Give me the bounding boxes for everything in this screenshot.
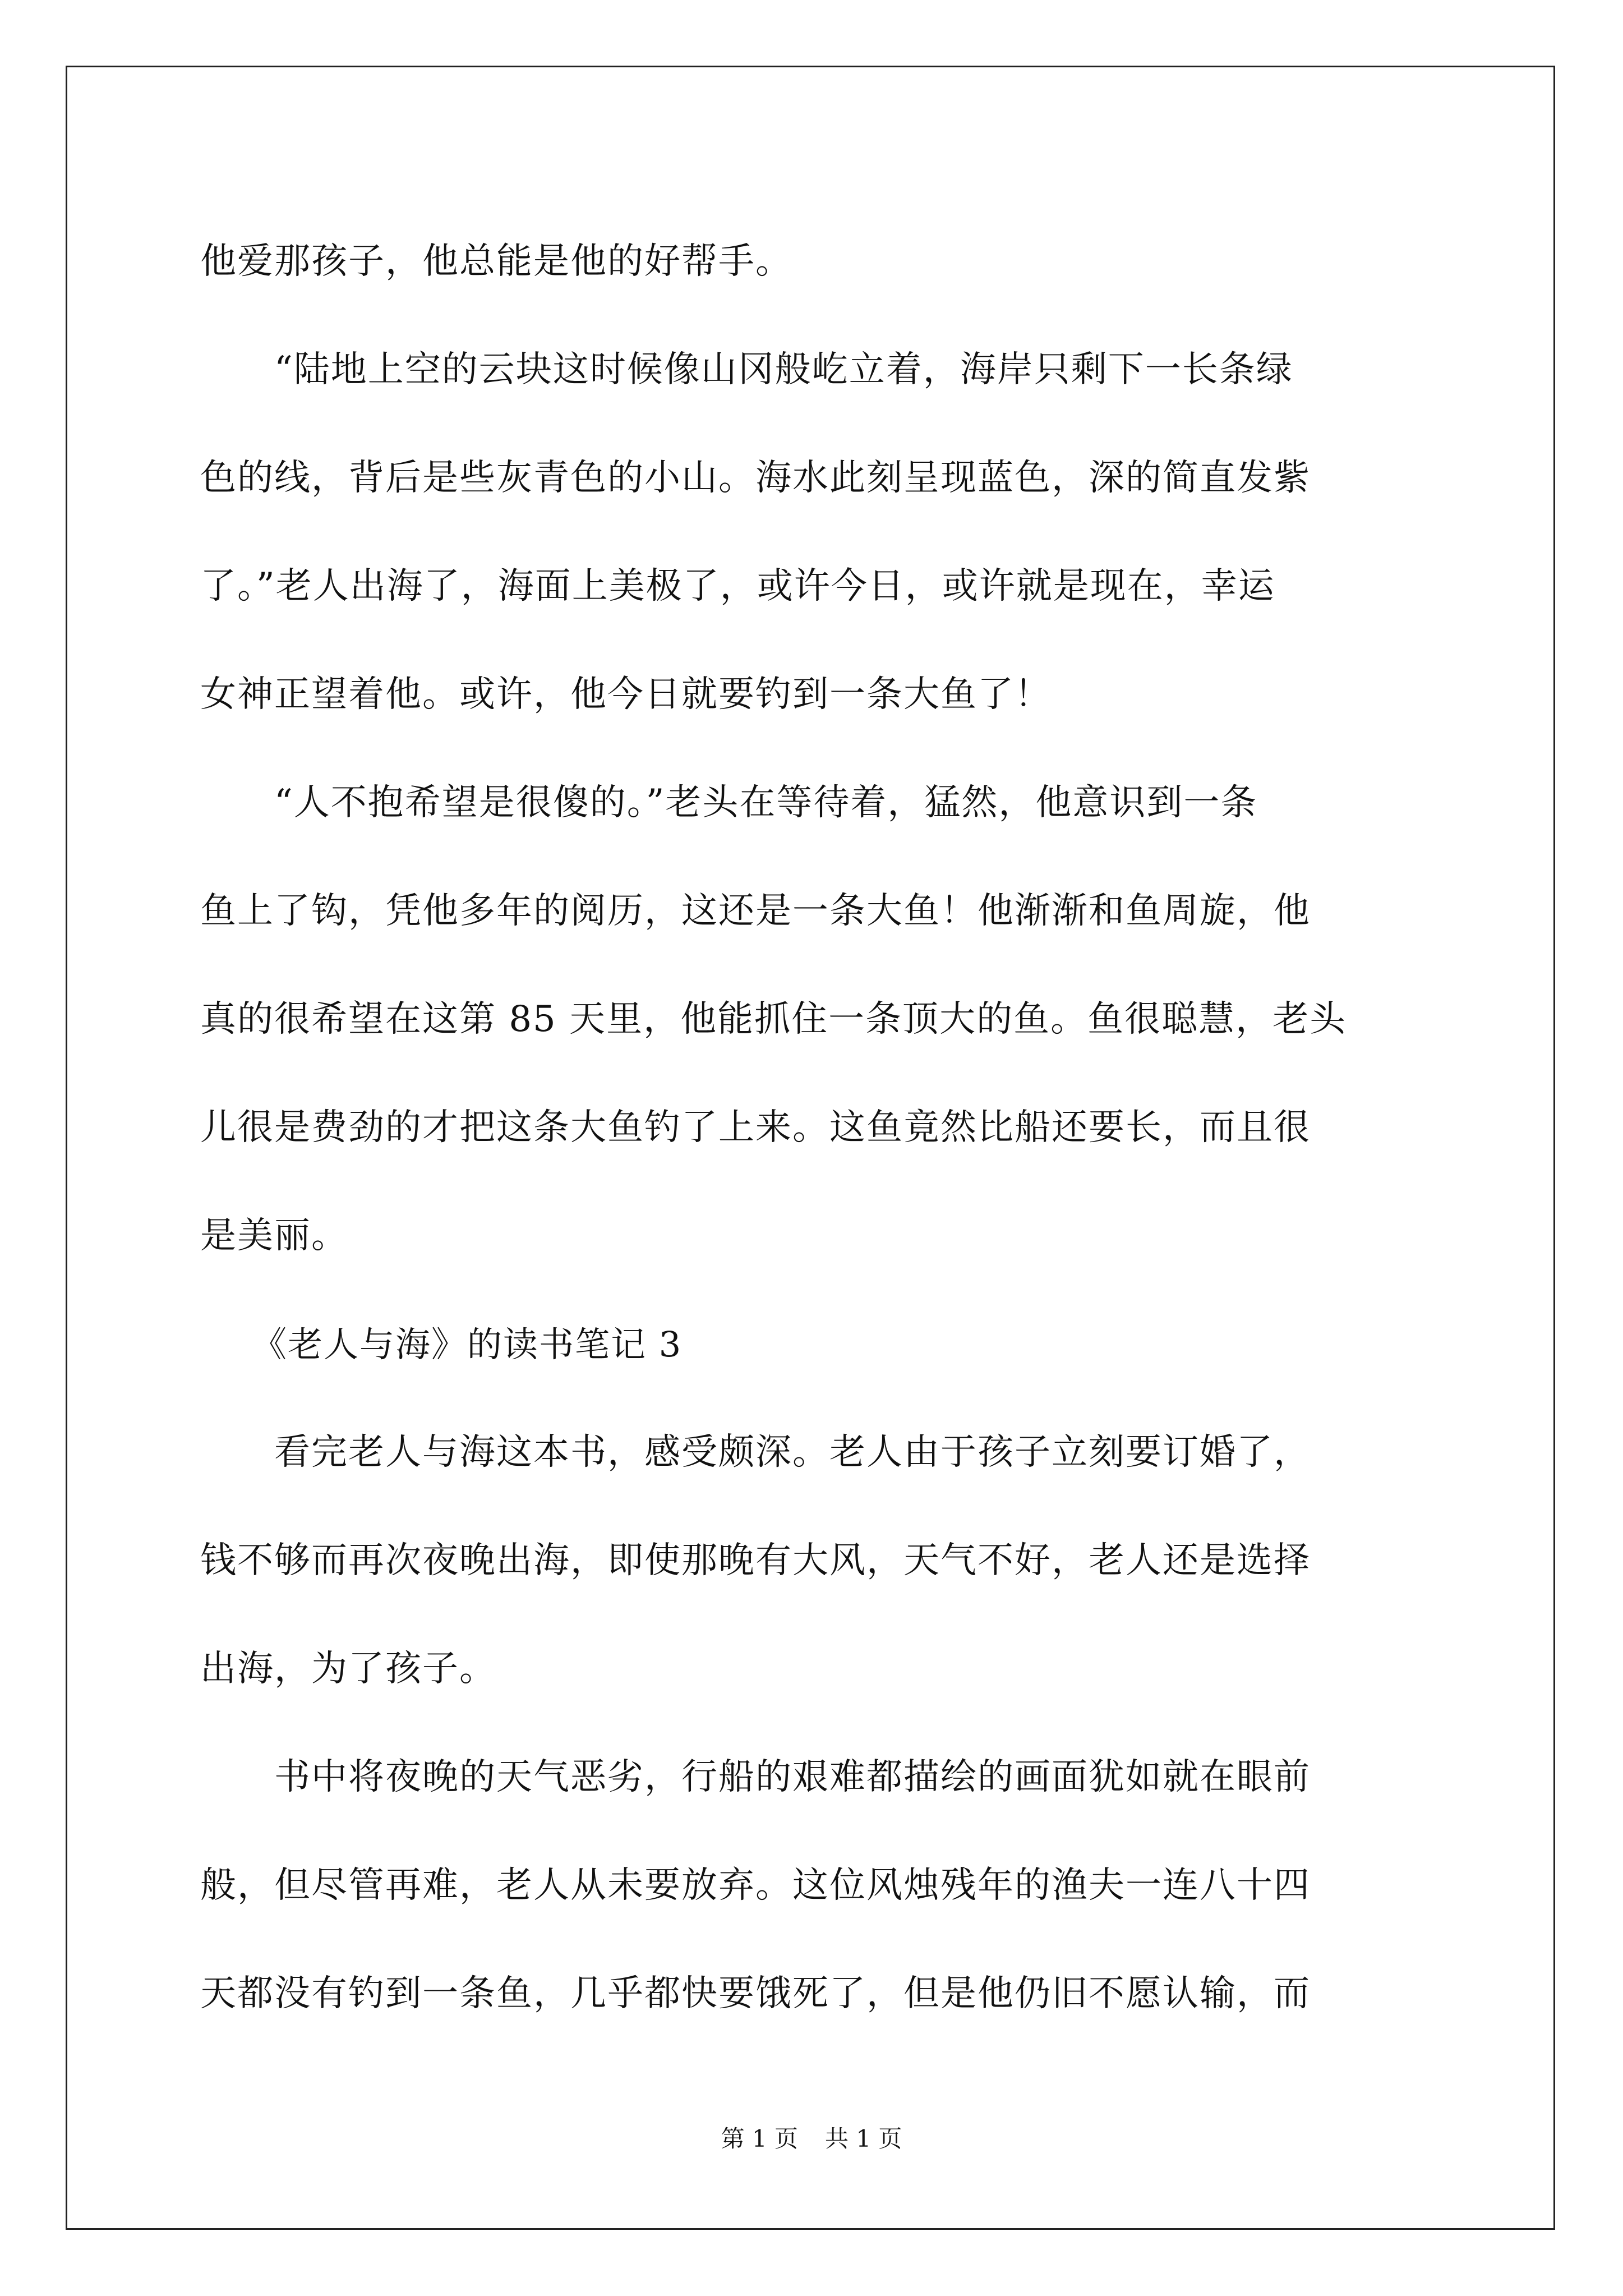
text-line: 儿很是费劲的才把这条大鱼钓了上来。这鱼竟然比船还要长，而且很: [200, 1107, 1311, 1148]
text-line: 钱不够而再次夜晚出海，即使那晚有大风，天气不好，老人还是选择: [200, 1540, 1311, 1581]
text-line: 般，但尽管再难，老人从未要放弃。这位风烛残年的渔夫一连八十四: [200, 1865, 1311, 1906]
text-line: 女神正望着他。或许，他今日就要钓到一条大鱼了！: [200, 674, 1052, 715]
document-body: [200, 208, 1428, 2048]
text-line: 真的很希望在这第 85 天里，他能抓住一条顶大的鱼。鱼很聪慧，老头: [200, 999, 1347, 1040]
text-line: 是美丽。: [200, 1215, 348, 1257]
text-line: 天都没有钓到一条鱼，几乎都快要饿死了，但是他仍旧不愿认输，而: [200, 1973, 1311, 2014]
text-line: 看完老人与海这本书，感受颇深。老人由于孩子立刻要订婚了，: [274, 1432, 1311, 1473]
section-heading: 《老人与海》的读书笔记 3: [252, 1324, 683, 1365]
text-line: 他爱那孩子，他总能是他的好帮手。: [200, 241, 792, 282]
text-line: 了。”老人出海了，海面上美极了，或许今日，或许就是现在，幸运: [200, 565, 1275, 607]
page-total: 共 1 页: [825, 2125, 902, 2152]
text-line: 出海，为了孩子。: [200, 1648, 496, 1690]
text-line: 鱼上了钩，凭他多年的阅历，这还是一条大鱼！他渐渐和鱼周旋，他: [200, 890, 1311, 932]
text-line: “人不抱希望是很傻的。”老头在等待着，猛然，他意识到一条: [274, 782, 1258, 823]
text-line: 色的线，背后是些灰青色的小山。海水此刻呈现蓝色，深的简直发紫: [200, 457, 1311, 499]
text-line: 书中将夜晚的天气恶劣，行船的艰难都描绘的画面犹如就在眼前: [274, 1756, 1311, 1798]
page-number: 第 1 页: [721, 2125, 798, 2152]
page-footer: [0, 2120, 1623, 2154]
text-line: “陆地上空的云块这时候像山冈般屹立着，海岸只剩下一长条绿: [274, 349, 1293, 390]
